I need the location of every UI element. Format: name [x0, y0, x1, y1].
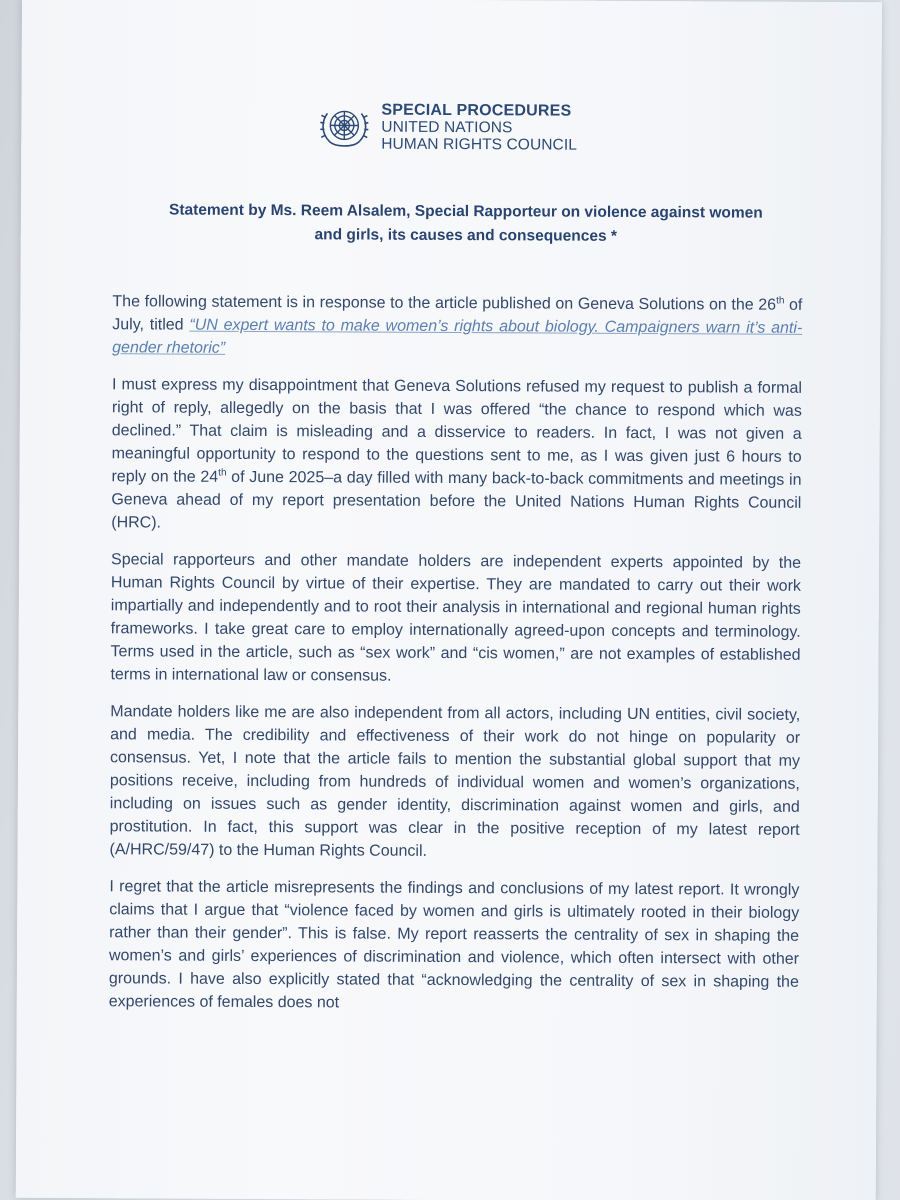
article-title-link[interactable]: “UN expert wants to make women’s rights about biology. Campaigners warn it’s anti-gender rhetoric”	[112, 316, 803, 357]
paragraph-1-ordinal: th	[776, 295, 785, 307]
paragraph-2	[111, 373, 802, 538]
paragraph-1	[112, 290, 802, 363]
org-line-united-nations: UNITED NATIONS	[381, 118, 513, 137]
paragraph-3: Special rapporteurs and other mandate holders are independent experts appointed by the Human Rights Council by virtue of their expertise. They are mandated to carry out their work impartially and independently and to root their analysis in international and regional human rights frameworks. I take great care to employ internationally agreed-upon concepts and terminology. Terms used in the article, such as “sex work” and “cis women,” are not examples of established terms in international law or consensus.	[110, 551, 802, 685]
paragraph-2-text-cont: of June 2025–a day filled with many back-to-back commitments and meetings in Geneva ahead of my report presentation before the United Nations Human Rights Council (HRC).	[111, 468, 802, 532]
org-line-human-rights-council: HUMAN RIGHTS COUNCIL	[381, 135, 578, 154]
title-line-2: and girls, its causes and consequences *	[314, 226, 617, 245]
paragraph-1-text-cont: of July, titled	[112, 296, 803, 334]
un-emblem-icon	[317, 99, 371, 153]
paragraph-2-ordinal: th	[218, 467, 227, 479]
paragraph-5: I regret that the article misrepresents the findings and conclusions of my latest report. It wrongly claims that I argue that “violence faced by women and girls is ultimately rooted in their biology rather than their gender”. This is false. My report reasserts the centrality of sex in shaping the women’s and girls’ experiences of discrimination and violence, which often intersect with other grounds. I have also explicitly stated that “acknowledging the centrality of sex in shaping the experiences of females does not	[108, 878, 800, 1012]
paragraph-4: Mandate holders like me are also independent from all actors, including UN entities, civil society, and media. The credibility and effectiveness of their work do not hinge on popularity or consensus. Yet, I note that the article fails to mention the substantial global support that my positions receive, including from hundreds of individual women and women’s organizations, including on issues such as gender identity, discrimination against women and girls, and prostitution. In fact, this support was clear in the positive reception of my latest report (A/HRC/59/47) to the Human Rights Council.	[109, 703, 801, 860]
statement-body	[109, 290, 803, 1031]
title-line-1: Statement by Ms. Reem Alsalem, Special Rapporteur on violence against women	[168, 201, 763, 222]
paragraph-1-text: The following statement is in response to the article published on Geneva Solutions on the 26	[112, 293, 777, 314]
organization-name	[381, 102, 577, 154]
paragraph-2-text: I must express my disappointment that Geneva Solutions refused my request to publish a formal right of reply, allegedly on the basis that I was offered “the chance to respond which was declined.” That claim is misleading and a disservice to readers. In fact, I was not given a meaningful opportunity to respond to the questions sent to me, as I was given just 6 hours to reply on the 24	[111, 376, 803, 486]
document-page	[16, 0, 882, 1200]
statement-title	[121, 198, 811, 250]
org-line-special-procedures: SPECIAL PROCEDURES	[381, 101, 572, 120]
letterhead	[317, 97, 607, 159]
